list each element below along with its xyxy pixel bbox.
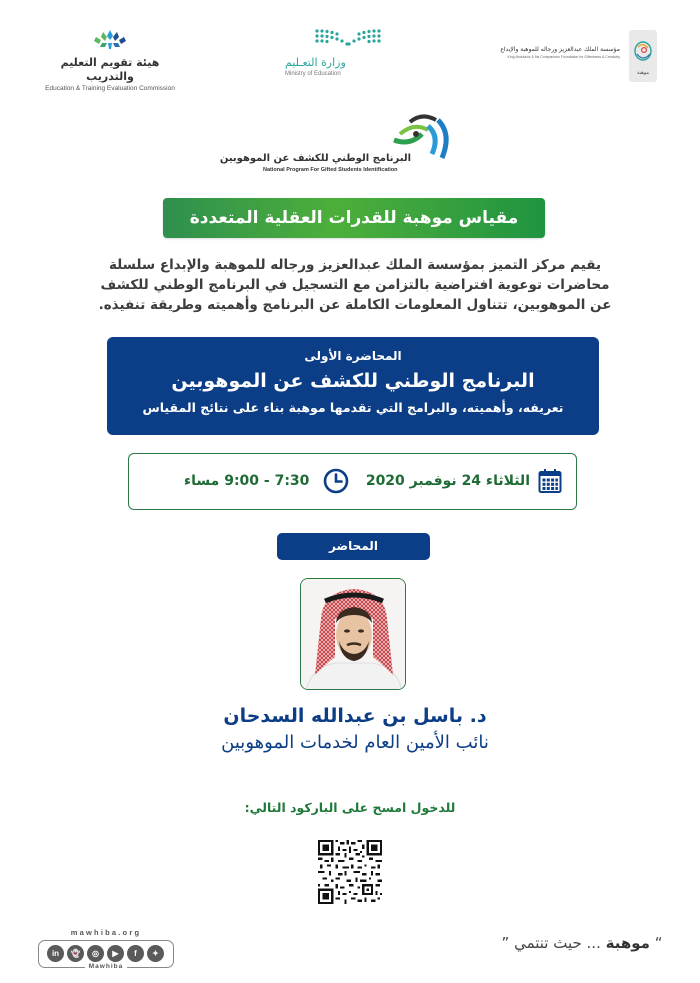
lecture-description: تعريفه، وأهميته، والبرامج التي تقدمها موهبة بناء على نتائج المقياس <box>142 400 564 415</box>
badge-label: موهبة <box>636 70 650 76</box>
schedule-time <box>184 468 349 494</box>
quote-open: “ <box>654 934 663 952</box>
linkedin-icon[interactable]: in <box>47 945 64 962</box>
moe-dots-icon <box>313 28 383 48</box>
foundation-name-ar: مؤسسة الملك عبدالعزيز ورجاله للموهبة والإبداع <box>500 46 620 53</box>
mawhiba-foundation-logo <box>495 30 665 82</box>
lecture-topic: البرنامج الوطني للكشف عن الموهوبين <box>171 370 535 392</box>
slogan <box>492 934 672 952</box>
moe-name-ar: وزارة التعـليم <box>285 56 346 69</box>
website-url[interactable]: mawhiba.org <box>70 928 142 937</box>
program-name-ar: البرنامج الوطني للكشف عن الموهوبين <box>219 153 411 164</box>
facebook-icon[interactable]: f <box>127 945 144 962</box>
schedule-date <box>366 468 562 494</box>
schedule-box <box>128 453 577 510</box>
quote-close: ” <box>501 934 510 952</box>
clock-icon <box>323 468 349 494</box>
intro-paragraph: يقيم مركز التميز بمؤسسة الملك عبدالعزيز ورجاله للموهبة والإبداع سلسلة محاضرات توعوية افتراضية بالتزامن مع التسجيل في البرنامج الوطني للكشف عن الموهوبين، تتناول المعلومات الكاملة عن البرنامج وأهميته وطريقة تنفيذه. <box>98 257 612 313</box>
etec-logo <box>40 28 180 93</box>
moe-name-en: Ministry of Education <box>285 71 341 77</box>
etec-name-ar: هيئة تقويم التعليم والتدريب <box>60 56 160 83</box>
gifted-program-logo <box>219 110 455 175</box>
social-handle: Mawhiba <box>38 963 174 970</box>
presenter-name: د. باسل بن عبدالله السدحان <box>223 705 487 727</box>
social-links <box>38 928 174 968</box>
twitter-icon[interactable]: ✦ <box>147 945 164 962</box>
youtube-icon[interactable]: ▶ <box>107 945 124 962</box>
etec-name-en: Education & Training Evaluation Commission <box>45 85 175 92</box>
title-banner: مقياس موهبة للقدرات العقلية المتعددة <box>163 198 545 238</box>
presenter-photo <box>300 578 406 690</box>
lecture-label: المحاضرة الأولى <box>304 349 402 363</box>
slogan-text: ... حيث تنتمي <box>514 934 601 952</box>
mawhiba-badge <box>629 30 657 82</box>
program-name-en: National Program For Gifted Students Identification <box>263 167 398 173</box>
slogan-brand: موهبة <box>605 934 650 952</box>
presenter-title: نائب الأمين العام لخدمات الموهوبين <box>221 732 489 753</box>
moe-logo <box>275 28 385 79</box>
calendar-icon <box>538 468 562 494</box>
presenter-section-label: المحاضر <box>277 533 430 560</box>
time-text: 7:30 - 9:00 مساء <box>184 473 310 489</box>
foundation-name-en: King Abdulaziz & his Companions Foundation for Giftedness & Creativity <box>507 55 620 59</box>
instagram-icon[interactable]: ◎ <box>87 945 104 962</box>
etec-leaf-icon <box>90 28 130 52</box>
qr-code[interactable] <box>318 840 382 904</box>
date-text: الثلاثاء 24 نوفمبر 2020 <box>365 473 530 489</box>
lecture-card <box>107 337 599 435</box>
scan-instruction: للدخول امسح على الباركود التالي: <box>244 800 456 815</box>
mawhiba-swirl-icon <box>629 36 657 70</box>
snapchat-icon[interactable]: 👻 <box>67 945 84 962</box>
